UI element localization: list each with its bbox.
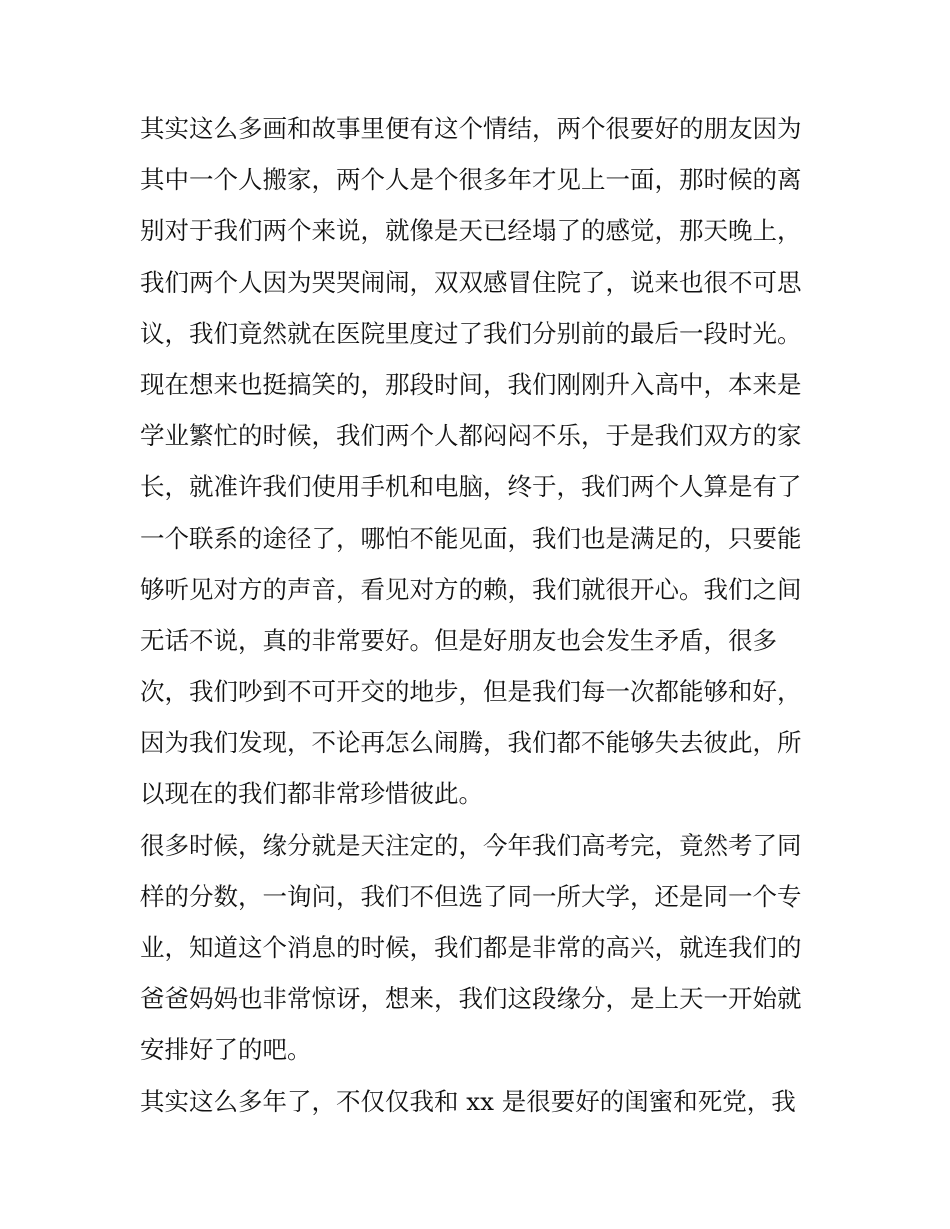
text-line: 很多时候，缘分就是天注定的，今年我们高考完，竟然考了同	[140, 830, 802, 860]
text-line: 现在想来也挺搞笑的，那段时间，我们刚刚升入高中，本来是	[140, 369, 802, 399]
text-line: 够听见对方的声音，看见对方的赖，我们就很开心。我们之间	[140, 574, 802, 604]
text-line: 样的分数，一询问，我们不但选了同一所大学，还是同一个专	[140, 881, 802, 911]
text-line: 无话不说，真的非常要好。但是好朋友也会发生矛盾，很多	[140, 625, 777, 655]
text-line: 其实这么多画和故事里便有这个情结，两个很要好的朋友因为	[140, 114, 802, 143]
text-line: 安排好了的吧。	[140, 1035, 312, 1065]
text-line: 其中一个人搬家，两个人是个很多年才见上一面，那时候的离	[140, 165, 802, 195]
text-line: 一个联系的途径了，哪怕不能见面，我们也是满足的，只要能	[140, 523, 802, 553]
text-line: 以现在的我们都非常珍惜彼此。	[140, 779, 483, 809]
text-line: 其实这么多年了，不仅仅我和 xx 是很要好的闺蜜和死党，我	[140, 1086, 796, 1116]
text-line: 学业繁忙的时候，我们两个人都闷闷不乐，于是我们双方的家	[140, 421, 802, 451]
text-line: 业，知道这个消息的时候，我们都是非常的高兴，就连我们的	[140, 933, 802, 962]
text-line: 因为我们发现，不论再怎么闹腾，我们都不能够失去彼此，所	[140, 728, 802, 758]
document-body-text	[140, 103, 820, 1127]
text-line: 次，我们吵到不可开交的地步，但是我们每一次都能够和好，	[140, 677, 802, 707]
text-line: 长，就准许我们使用手机和电脑，终于，我们两个人算是有了	[140, 472, 802, 502]
text-line: 我们两个人因为哭哭闹闹，双双感冒住院了，说来也很不可思	[140, 267, 802, 297]
text-line: 爸爸妈妈也非常惊讶，想来，我们这段缘分，是上天一开始就	[140, 984, 802, 1014]
text-line: 别对于我们两个来说，就像是天已经塌了的感觉，那天晚上，	[140, 216, 802, 246]
text-line: 议，我们竟然就在医院里度过了我们分别前的最后一段时光。	[140, 318, 802, 348]
